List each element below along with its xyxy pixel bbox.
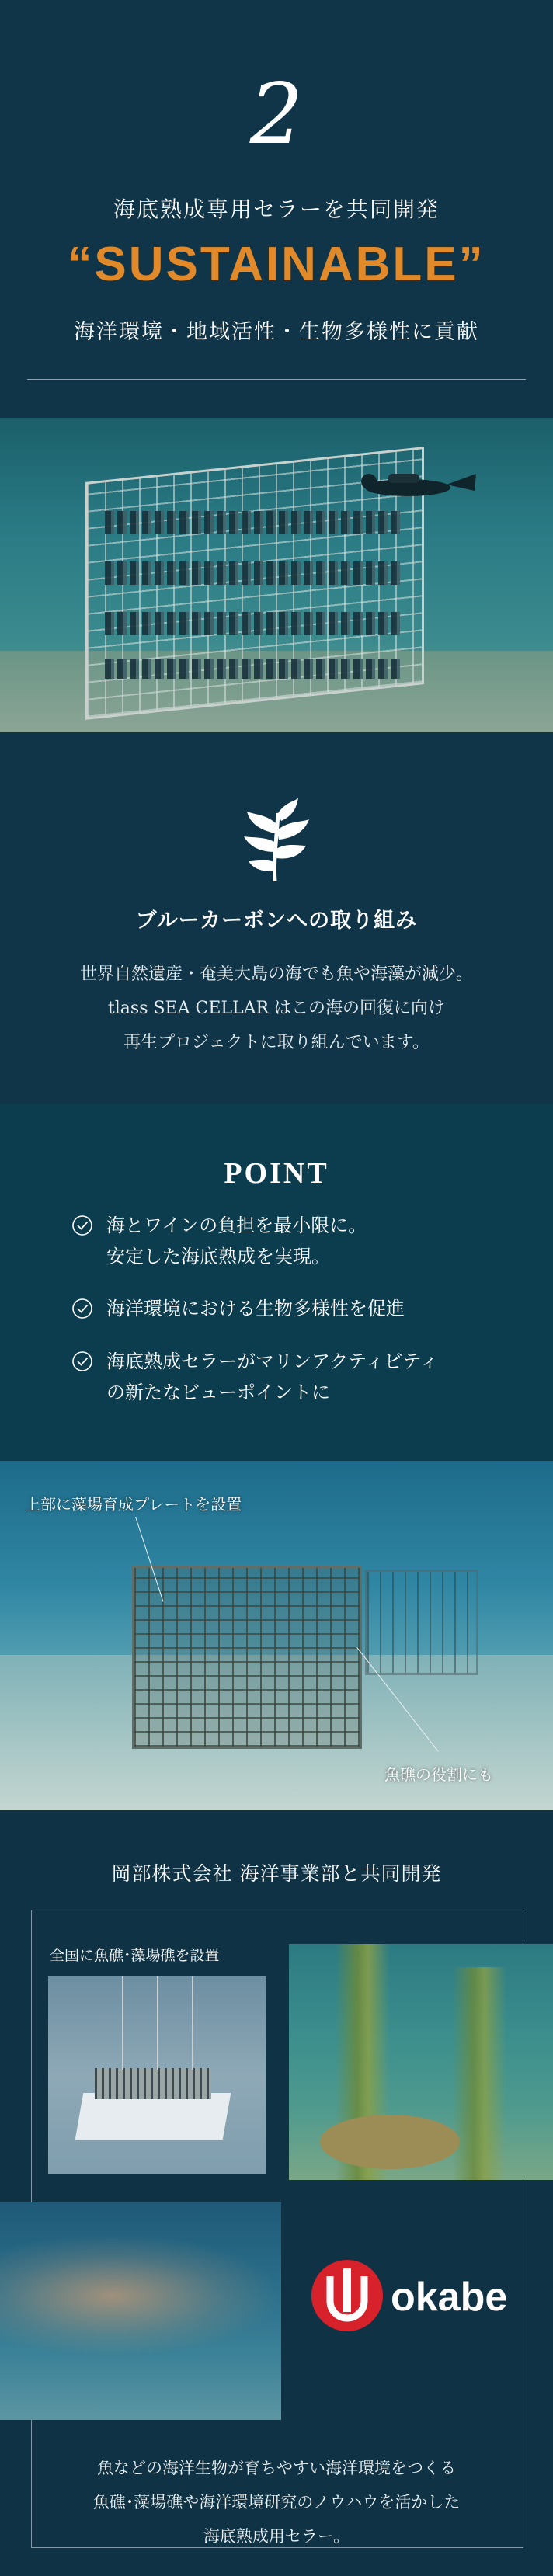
point-text: 安定した海底熟成を実現。	[106, 1246, 330, 1267]
point-text: 海洋環境における生物多様性を促進	[106, 1298, 405, 1319]
fish-school-photo	[0, 2202, 281, 2420]
okabe-heading: 岡部株式会社 海洋事業部と共同開発	[111, 1862, 442, 1885]
okabe-description	[0, 2451, 553, 2553]
point-text: 海底熟成セラーがマリンアクティビティ	[106, 1351, 439, 1372]
diver-icon	[346, 457, 478, 511]
label-fish-reef: 魚礁の役割にも	[384, 1765, 493, 1784]
photo-caption: 全国に魚礁･藻場礁を設置	[50, 1947, 220, 1964]
check-circle-icon	[71, 1215, 93, 1236]
crane-wire	[157, 1976, 158, 2070]
point-item	[71, 1293, 506, 1324]
okabe-section	[0, 1810, 553, 2576]
underwater-cellar-photo	[0, 418, 553, 732]
fish-school	[0, 2234, 281, 2358]
wine-bottles	[105, 659, 400, 679]
cellar-cage	[132, 1566, 362, 1749]
label-top-plate: 上部に藻場育成プレートを設置	[25, 1495, 242, 1514]
sustainable-header	[0, 0, 553, 418]
section-number: 2	[249, 66, 304, 163]
cellar-cage-back	[365, 1570, 478, 1675]
blue-carbon-title: ブルーカーボンへの取り組み	[135, 909, 418, 933]
text-line: 魚礁･藻場礁や海洋環境研究のノウハウを活かした	[92, 2493, 461, 2512]
point-item	[71, 1346, 506, 1408]
crane-wire	[122, 1976, 123, 2070]
check-circle-icon	[71, 1351, 93, 1372]
crane-wire	[192, 1976, 193, 2070]
wine-bottles	[105, 561, 400, 585]
point-section	[0, 1104, 553, 1461]
reef-block-photo	[48, 1976, 266, 2174]
point-item	[71, 1210, 506, 1272]
wine-bottles	[105, 511, 400, 534]
section-headline: “SUSTAINABLE”	[68, 238, 485, 291]
seaweed-icon	[238, 798, 315, 883]
text-line: 魚などの海洋生物が育ちやすい海洋環境をつくる	[97, 2459, 456, 2477]
kelp-reef-photo	[289, 1944, 553, 2180]
blue-carbon-text	[0, 958, 553, 1060]
text-line: 海底熟成用セラー。	[203, 2527, 350, 2546]
kelp	[452, 1967, 506, 2180]
okabe-logo	[307, 2253, 516, 2338]
wine-bottles	[105, 612, 400, 635]
reef-block-cage	[95, 2068, 211, 2099]
coral	[320, 2115, 460, 2169]
reef-block-base	[75, 2093, 231, 2140]
text-line: 世界自然遺産・奄美大島の海でも魚や海藻が減少。	[79, 965, 473, 984]
text-line: tlass SEA CELLAR はこの海の回復に向け	[107, 999, 446, 1018]
point-text: 海とワインの負担を最小限に。	[106, 1215, 367, 1236]
point-text: の新たなビューポイントに	[106, 1382, 330, 1403]
check-circle-icon	[71, 1298, 93, 1319]
section-subtitle: 海底熟成専用セラーを共同開発	[113, 196, 440, 222]
blue-carbon-section	[0, 732, 553, 1104]
point-title: POINT	[224, 1157, 329, 1190]
reef-cellar-photo	[0, 1461, 553, 1810]
text-line: 再生プロジェクトに取り組んでいます。	[123, 1033, 430, 1052]
section-tagline: 海洋環境・地域活性・生物多様性に貢献	[74, 320, 479, 344]
divider	[27, 379, 526, 380]
okabe-logo-text: okabe	[391, 2275, 508, 2320]
